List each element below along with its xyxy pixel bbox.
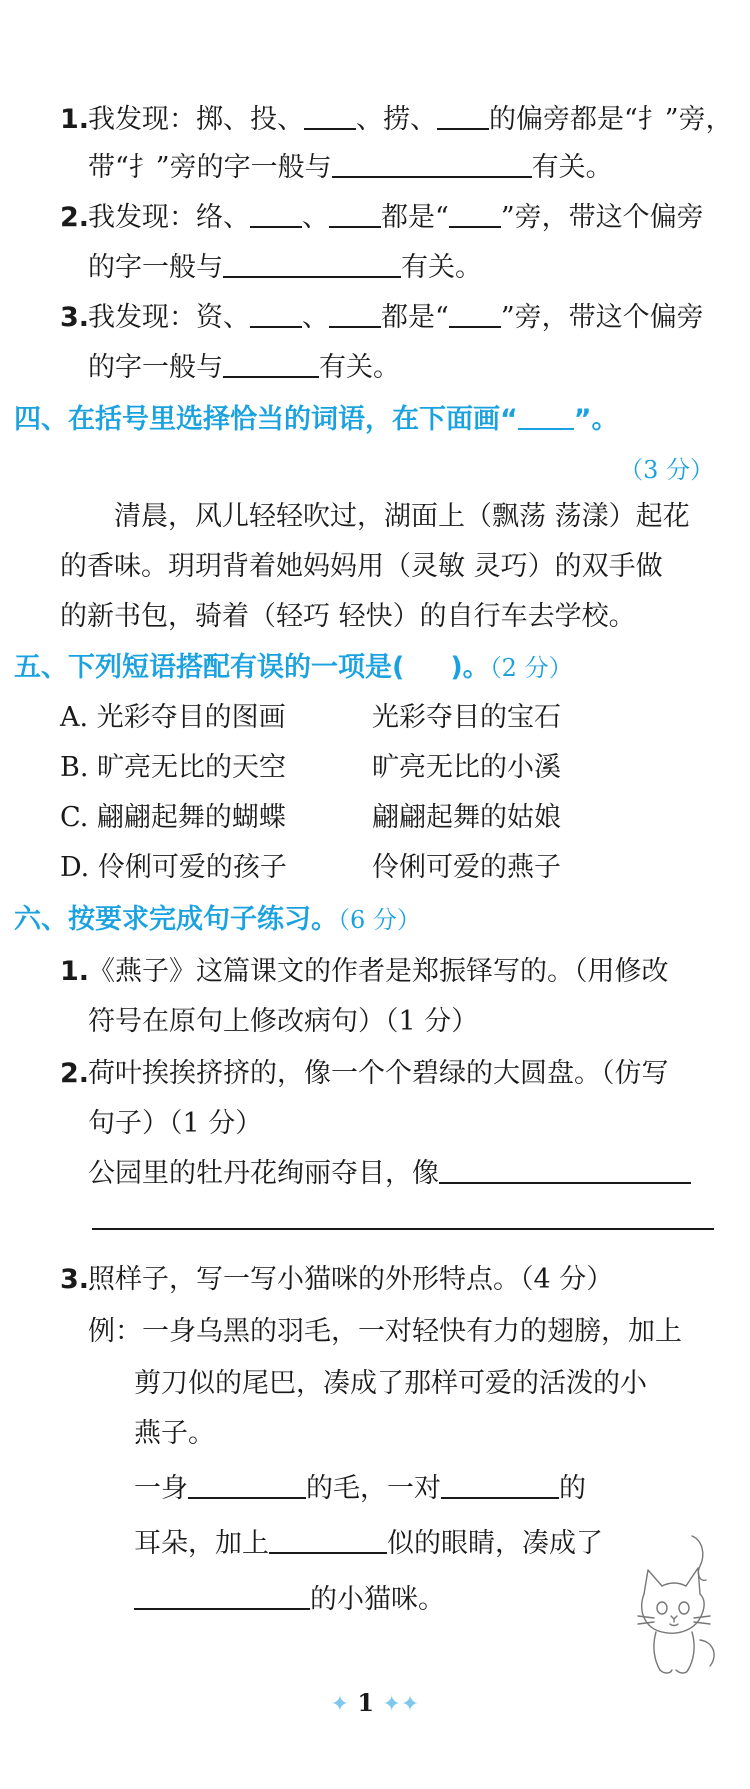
- q2-number: 2.: [60, 202, 90, 233]
- q2-blank-1[interactable]: [250, 200, 302, 228]
- s6-q2-line-3: 公园里的牡丹花绚丽夺目，像: [88, 1154, 691, 1194]
- q3-number: 3.: [60, 302, 90, 333]
- s6-q1-line-1: 1.《燕子》这篇课文的作者是郑振铎写的。（用修改: [60, 952, 669, 992]
- s6-fill-line-2: 耳朵，加上 似的眼睛，凑成了: [134, 1528, 603, 1559]
- page-number: 1: [357, 1688, 375, 1717]
- s6-q3-blank-4[interactable]: [134, 1582, 310, 1610]
- s6-q3-blank-3[interactable]: [269, 1526, 387, 1554]
- section-4-heading: 四、在括号里选择恰当的词语，在下面画“ ”。: [14, 404, 619, 435]
- s6-q2-line-1: 2.荷叶挨挨挤挤的，像一个个碧绿的大圆盘。（仿写: [60, 1054, 669, 1094]
- s6-fill-line-1: 一身 的毛，一对 的: [134, 1473, 586, 1504]
- star-pair-icon: ✦✦: [382, 1692, 420, 1717]
- s5-option-b-right: 旷亮无比的小溪: [372, 752, 561, 783]
- q3-line-2: 的字一般与 有关。: [88, 352, 400, 383]
- q3-blank-2[interactable]: [329, 300, 381, 328]
- s4-paragraph-line-2: 的香味。玥玥背着她妈妈用（灵敏 灵巧）的双手做: [60, 551, 663, 582]
- q2-blank-4[interactable]: [223, 250, 401, 278]
- q3-blank-4[interactable]: [223, 350, 319, 378]
- s6-example-line-1: 例：一身乌黑的羽毛，一对轻快有力的翅膀，加上: [88, 1316, 682, 1347]
- s6-example-line-2: 剪刀似的尾巴，凑成了那样可爱的活泼的小: [134, 1368, 647, 1399]
- s5-option-c-right: 翩翩起舞的姑娘: [372, 802, 561, 833]
- s6-q2-blank-1[interactable]: [439, 1156, 691, 1184]
- q2-blank-2[interactable]: [329, 200, 381, 228]
- s5-option-a-left: A. 光彩夺目的图画: [60, 702, 286, 733]
- s6-q1-line-2: 符号在原句上修改病句）（1 分）: [88, 1006, 479, 1037]
- s6-q3-number: 3.: [60, 1264, 90, 1295]
- q3-blank-1[interactable]: [250, 300, 302, 328]
- q3-line-1: 3.我发现：资、 、 都是“ ”旁，带这个偏旁: [60, 298, 704, 338]
- s6-q3-blank-2[interactable]: [441, 1471, 559, 1499]
- star-icon: ✦: [330, 1692, 350, 1717]
- s5-option-a-right: 光彩夺目的宝石: [372, 702, 561, 733]
- s6-q1-number: 1.: [60, 956, 90, 987]
- s6-q2-blank-2[interactable]: [92, 1228, 714, 1230]
- s6-fill-line-3: 的小猫咪。: [134, 1580, 445, 1620]
- q1-number: 1.: [60, 104, 90, 135]
- q2-line-1: 2.我发现：络、 、 都是“ ”旁，带这个偏旁: [60, 198, 704, 238]
- q1-line-1: 1.我发现：掷、投、 、捞、 的偏旁都是“扌”旁，: [60, 100, 733, 140]
- q1-blank-3[interactable]: [332, 150, 532, 178]
- q1-blank-1[interactable]: [304, 102, 356, 130]
- section-4-score: （3 分）: [619, 456, 714, 484]
- section-5-heading: 五、下列短语搭配有误的一项是( )。（2 分）: [14, 652, 573, 683]
- q1-blank-2[interactable]: [437, 102, 489, 130]
- s5-option-d-left: D. 伶俐可爱的孩子: [60, 852, 287, 883]
- q3-blank-3[interactable]: [449, 300, 501, 328]
- s4-heading-blank: [518, 402, 574, 430]
- s5-option-c-left: C. 翩翩起舞的蝴蝶: [60, 802, 286, 833]
- s6-example-line-3: 燕子。: [134, 1418, 215, 1449]
- cat-sketch-icon: [630, 1530, 724, 1680]
- s6-q3-line-1: 3.照样子，写一写小猫咪的外形特点。（4 分）: [60, 1260, 613, 1300]
- q2-line-2: 的字一般与 有关。: [88, 252, 482, 283]
- s5-option-b-left: B. 旷亮无比的天空: [60, 752, 287, 783]
- s6-q3-blank-1[interactable]: [188, 1471, 306, 1499]
- page-footer: [0, 1688, 750, 1717]
- s4-paragraph-line-3: 的新书包，骑着（轻巧 轻快）的自行车去学校。: [60, 601, 636, 632]
- s5-option-d-right: 伶俐可爱的燕子: [372, 852, 561, 883]
- q1-line-2: 带“扌”旁的字一般与 有关。: [88, 152, 613, 183]
- s6-q2-line-2: 句子）（1 分）: [88, 1108, 263, 1139]
- s6-q2-number: 2.: [60, 1058, 90, 1089]
- section-6-heading: 六、按要求完成句子练习。（6 分）: [14, 904, 421, 935]
- s4-paragraph-line-1: 清晨，风儿轻轻吹过，湖面上（飘荡 荡漾）起花: [114, 501, 690, 532]
- q2-blank-3[interactable]: [449, 200, 501, 228]
